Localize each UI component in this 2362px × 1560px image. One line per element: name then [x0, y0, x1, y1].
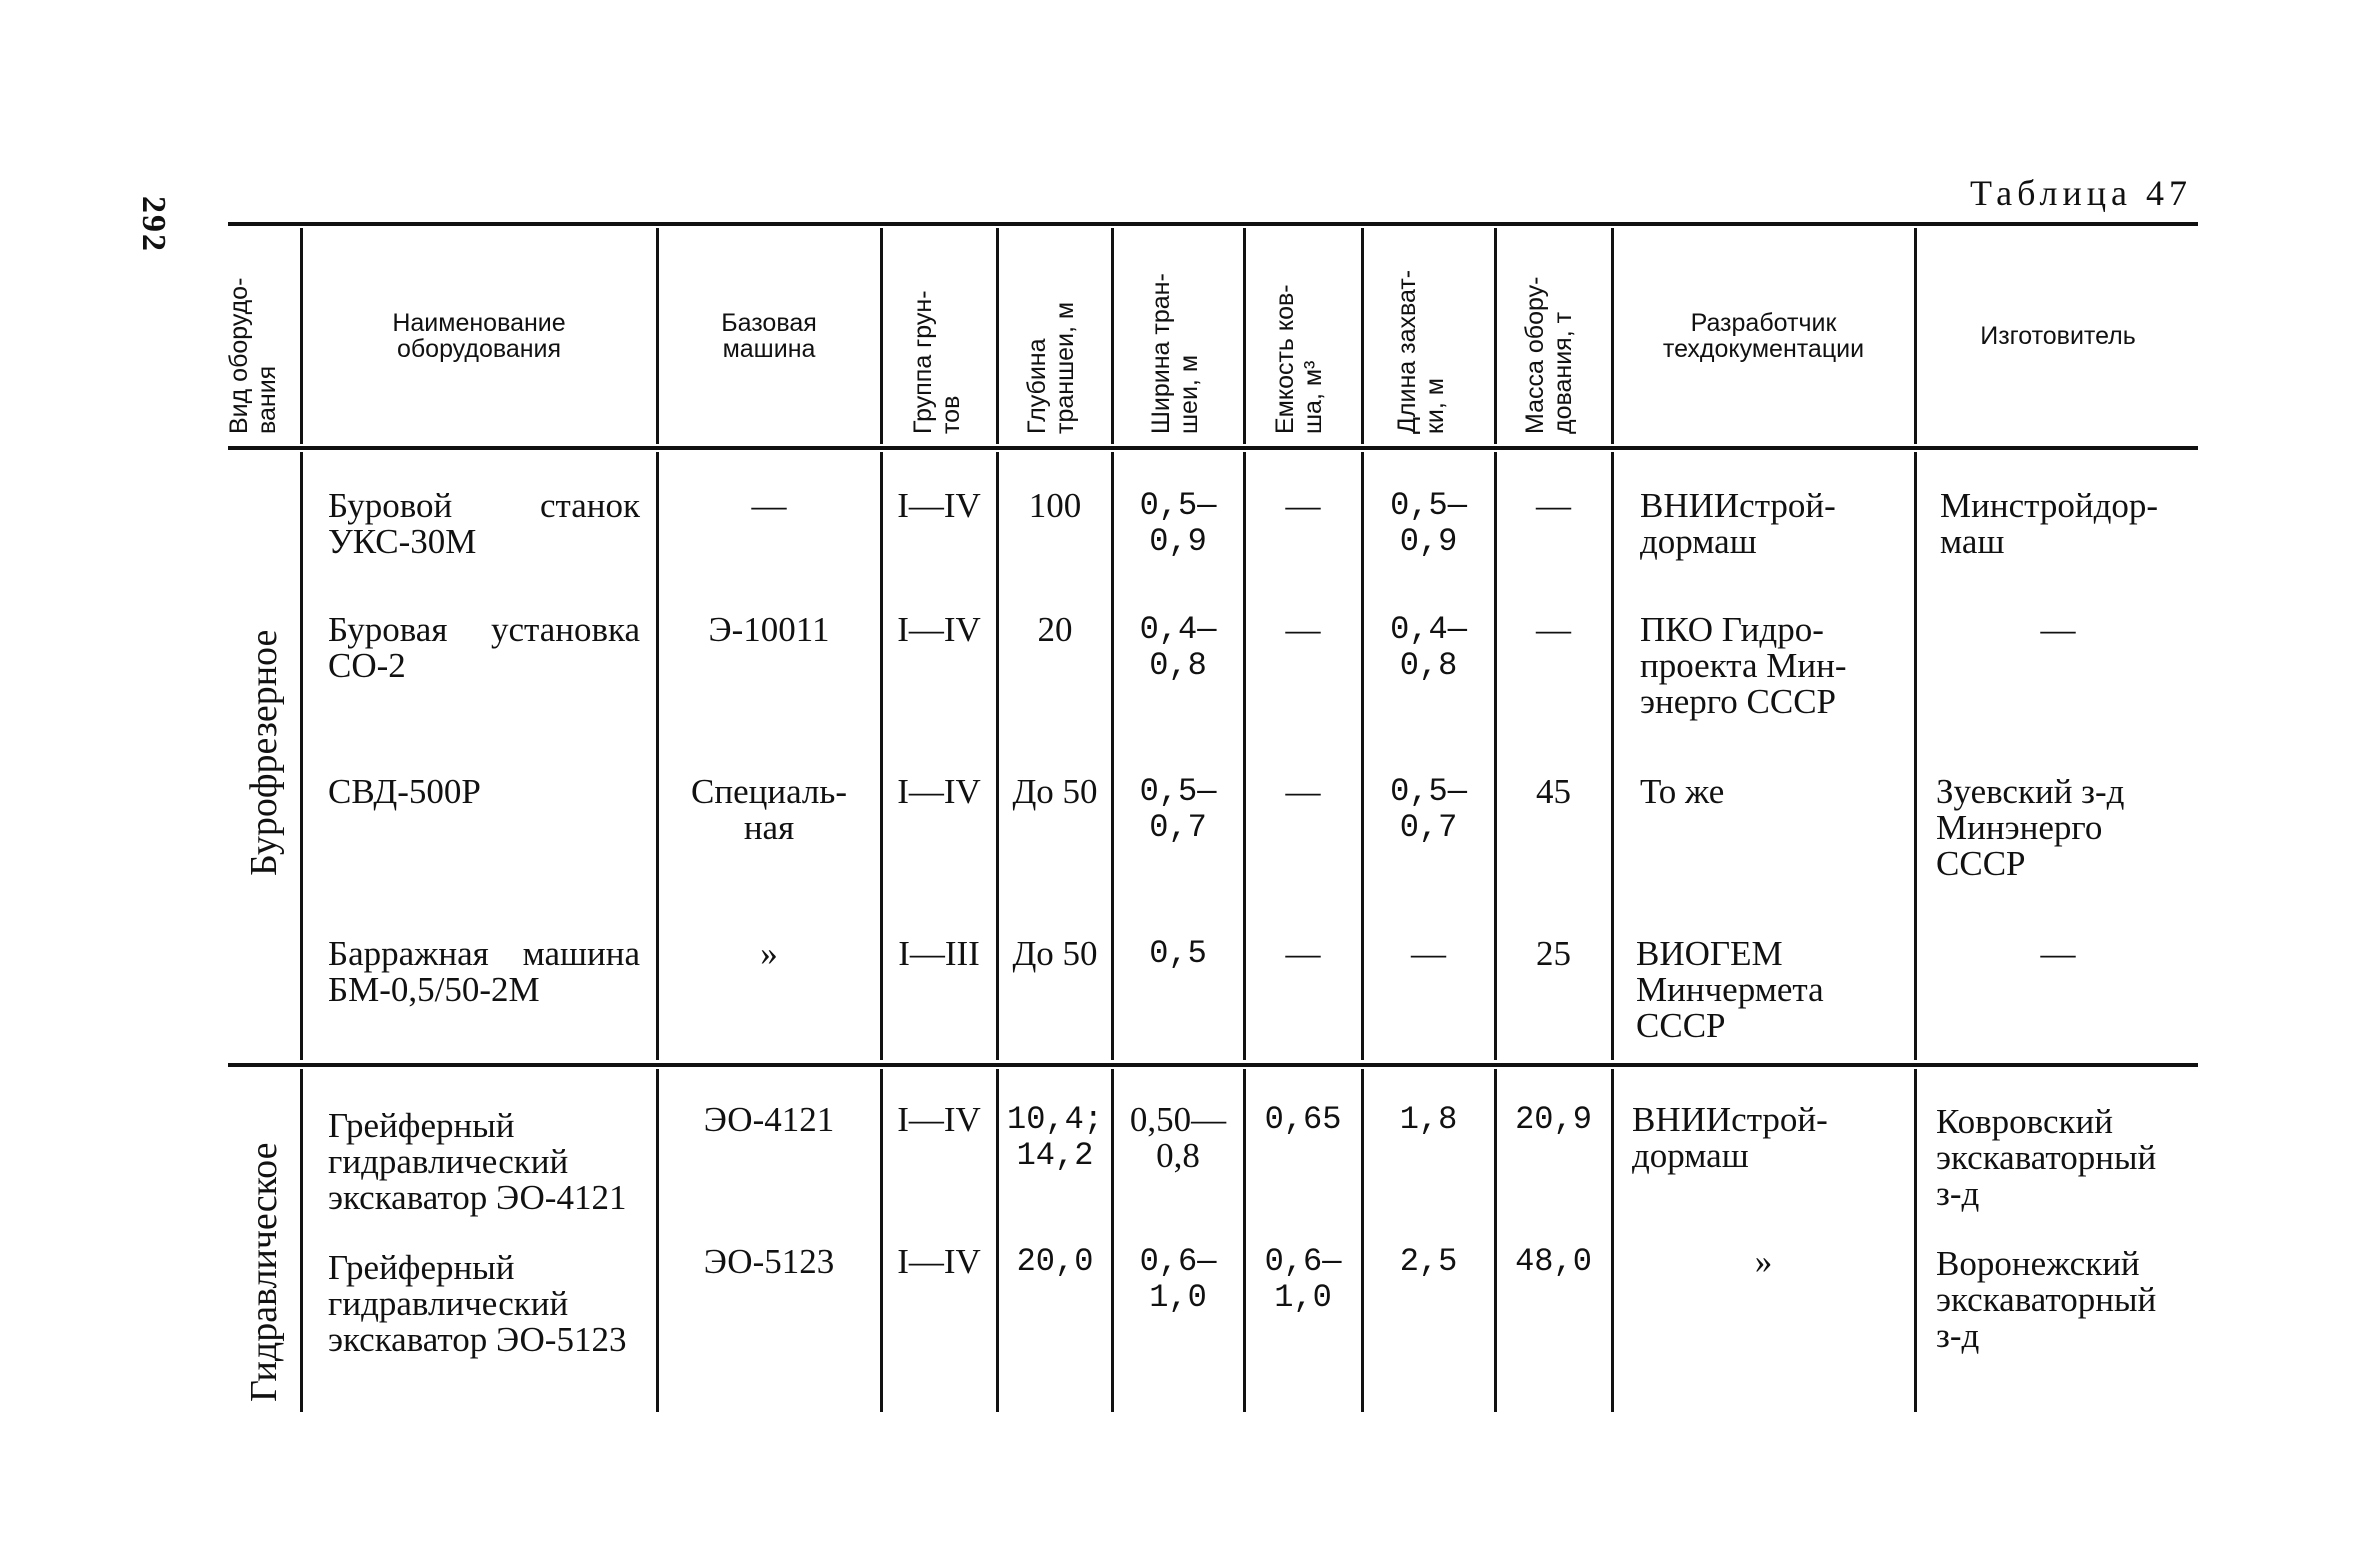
row-2-developer: ПКО Гидро- проекта Мин- энерго СССР [1640, 610, 1847, 721]
row-6-width: 0,6— 1,0 [1139, 1243, 1217, 1316]
row-5-depth: 10,4; 14,2 [1006, 1101, 1103, 1174]
row-4-name: Барражная машина БМ-0,5/50-2М [328, 934, 640, 1009]
column-divider [880, 1069, 883, 1412]
column-divider [996, 1069, 999, 1412]
row-5-grip: 1,8 [1399, 1101, 1458, 1138]
group-label-drill-milling: Бурофрезерное [243, 629, 285, 876]
row-6-grip: 2,5 [1399, 1243, 1458, 1280]
header-trench-width: Ширина тран- шеи, м [1147, 273, 1203, 434]
header-equipment-mass: Масса обору- дования, т [1521, 276, 1577, 434]
column-divider [1361, 452, 1364, 1060]
row-2-width: 0,4— 0,8 [1139, 611, 1217, 684]
row-1-manufacturer: Минстройдор- маш [1940, 486, 2159, 561]
row-5-manufacturer: Ковровский экскаваторный з-д [1936, 1102, 2157, 1213]
row-6-bucket: 0,6— 1,0 [1264, 1243, 1342, 1316]
column-divider [1361, 228, 1364, 444]
row-3-soil: I—IV [897, 772, 981, 811]
row-5-developer: ВНИИстрой- дормаш [1632, 1100, 1828, 1175]
row-4-mass: 25 [1536, 934, 1571, 973]
header-equipment-kind: Вид оборудо- вания [225, 277, 281, 434]
row-3-bucket: — [1285, 772, 1321, 811]
column-divider [1611, 452, 1614, 1060]
row-3-base: Специаль- ная [691, 772, 847, 847]
column-divider [1494, 452, 1497, 1060]
column-divider [300, 1069, 303, 1412]
row-1-width: 0,5— 0,9 [1139, 487, 1217, 560]
row-1-bucket: — [1285, 486, 1321, 525]
table-title: Таблица 47 [1970, 173, 2192, 213]
column-divider [1111, 228, 1114, 444]
page-number: 292 [135, 196, 172, 253]
header-developer: Разработчик техдокументации [1662, 308, 1865, 363]
row-1-base: — [751, 486, 787, 525]
row-3-mass: 45 [1536, 772, 1571, 811]
row-5-mass: 20,9 [1515, 1101, 1592, 1138]
column-divider [1243, 452, 1246, 1060]
row-2-depth: 20 [1037, 610, 1073, 649]
row-1-name: Буровой станок УКС-30М [328, 486, 640, 561]
column-divider [1611, 228, 1614, 444]
column-divider [1494, 1069, 1497, 1412]
header-soil-group: Группа грун- тов [909, 290, 965, 434]
column-divider [1494, 228, 1497, 444]
header-manufacturer: Изготовитель [1980, 321, 2136, 350]
row-5-soil: I—IV [897, 1100, 981, 1139]
row-1-soil: I—IV [897, 486, 981, 525]
row-1-grip: 0,5— 0,9 [1390, 487, 1467, 560]
row-6-manufacturer: Воронежский экскаваторный з-д [1936, 1244, 2157, 1355]
column-divider [880, 452, 883, 1060]
header-trench-depth: Глубина траншеи, м [1023, 301, 1079, 434]
row-2-soil: I—IV [897, 610, 981, 649]
row-6-base: ЭО-5123 [703, 1242, 835, 1281]
column-divider [656, 228, 659, 444]
row-3-name: СВД-500Р [328, 772, 481, 811]
row-6-soil: I—IV [897, 1242, 981, 1281]
row-6-name: Грейферный гидравлический экскаватор ЭО-5123 [328, 1248, 627, 1359]
header-bottom-rule [228, 446, 2198, 450]
column-divider [656, 452, 659, 1060]
row-3-grip: 0,5— 0,7 [1390, 773, 1467, 846]
column-divider [1243, 228, 1246, 444]
row-2-mass: — [1536, 610, 1571, 649]
row-4-depth: До 50 [1012, 934, 1098, 973]
row-5-bucket: 0,65 [1264, 1101, 1342, 1138]
row-6-mass: 48,0 [1515, 1243, 1592, 1280]
group-label-hydraulic: Гидравлическое [243, 1142, 285, 1402]
table-top-rule [228, 222, 2198, 226]
row-2-manufacturer: — [2040, 610, 2076, 649]
column-divider [1611, 1069, 1614, 1412]
column-divider [300, 452, 303, 1060]
row-2-base: Э-10011 [708, 610, 830, 649]
column-divider [1914, 1069, 1917, 1412]
row-5-name: Грейферный гидравлический экскаватор ЭО-4121 [328, 1106, 627, 1217]
row-3-developer: То же [1640, 772, 1725, 811]
row-4-base: » [760, 934, 778, 973]
row-5-width: 0,50— 0,8 [1129, 1100, 1227, 1175]
header-bucket-capacity: Емкость ков- ша, м³ [1271, 284, 1327, 434]
row-1-mass: — [1536, 486, 1571, 525]
row-4-manufacturer: — [2040, 934, 2076, 973]
row-6-developer: » [1754, 1242, 1773, 1281]
row-4-bucket: — [1285, 934, 1321, 973]
row-4-grip: — [1411, 934, 1446, 973]
header-equipment-name: Наименование оборудования [392, 308, 566, 363]
row-6-depth: 20,0 [1016, 1243, 1094, 1280]
column-divider [1914, 228, 1917, 444]
header-grip-length: Длина захват- ки, м [1393, 269, 1449, 434]
column-divider [1111, 1069, 1114, 1412]
row-2-bucket: — [1285, 610, 1321, 649]
column-divider [996, 452, 999, 1060]
row-3-manufacturer: Зуевский з-д Минэнерго СССР [1936, 772, 2125, 883]
row-4-width: 0,5 [1149, 935, 1207, 972]
row-1-developer: ВНИИстрой- дормаш [1640, 486, 1836, 561]
column-divider [1243, 1069, 1246, 1412]
column-divider [656, 1069, 659, 1412]
group-divider-rule [228, 1063, 2198, 1067]
row-4-soil: I—III [898, 934, 980, 973]
row-4-developer: ВИОГЕМ Минчермета СССР [1636, 934, 1824, 1045]
column-divider [880, 228, 883, 444]
header-base-machine: Базовая машина [721, 308, 817, 363]
column-divider [1111, 452, 1114, 1060]
row-3-depth: До 50 [1012, 772, 1098, 811]
row-2-name: Буровая установка СО-2 [328, 610, 640, 685]
column-divider [300, 228, 303, 444]
column-divider [1361, 1069, 1364, 1412]
row-2-grip: 0,4— 0,8 [1390, 611, 1467, 684]
column-divider [996, 228, 999, 444]
row-5-base: ЭО-4121 [703, 1100, 835, 1139]
row-3-width: 0,5— 0,7 [1139, 773, 1217, 846]
column-divider [1914, 452, 1917, 1060]
row-1-depth: 100 [1028, 486, 1082, 525]
